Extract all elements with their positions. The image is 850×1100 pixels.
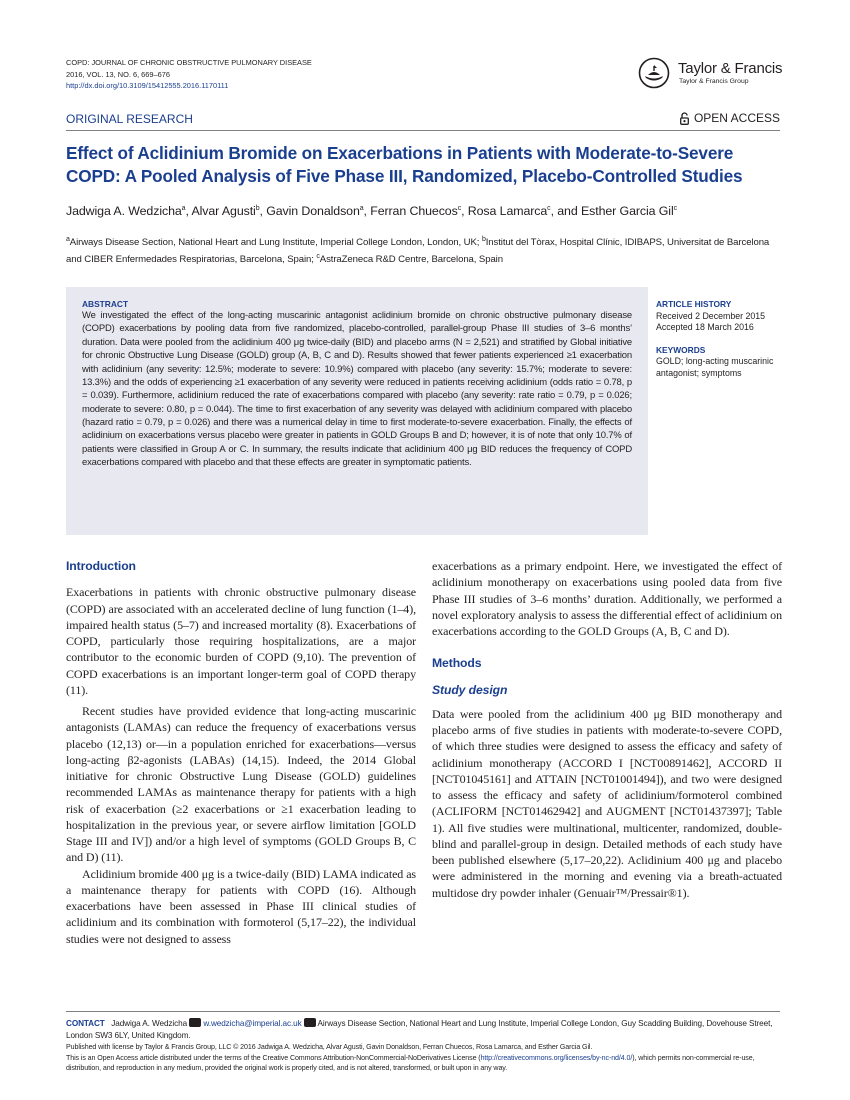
affiliation-mark: a xyxy=(66,236,70,243)
accepted-date: Accepted 18 March 2016 xyxy=(656,322,754,332)
methods-heading: Methods xyxy=(432,656,482,671)
author-separator: , and xyxy=(550,204,581,218)
open-lock-icon xyxy=(680,112,689,125)
publisher-group: Taylor & Francis Group xyxy=(679,78,749,85)
journal-volume: 2016, VOL. 13, NO. 6, 669–676 xyxy=(66,69,170,79)
author-separator: , xyxy=(461,204,468,218)
article-title: Effect of Aclidinium Bromide on Exacerbations in Patients with Moderate-to-Severe COPD: A Pooled Analysis of Five Phase III, Randomized, Placebo-Controlled Studies xyxy=(66,143,743,186)
author-name: Jadwiga A. Wedzicha xyxy=(66,204,182,218)
publisher-emblem-icon xyxy=(638,57,670,89)
abstract-heading: ABSTRACT xyxy=(82,299,129,309)
keywords-heading: KEYWORDS xyxy=(656,344,706,355)
body-paragraph: Data were pooled from the aclidinium 400 μg BID monotherapy and placebo arms of five studies in patients with moderate-to-severe COPD, of which three studies were designed to assess the efficacy and safety of aclidinium monotherapy (ACCORD I [NCT00891462], ACCORD II [NCT01045161] and ATTAIN [NCT01001494]), and two were designed to assess the efficacy and safety of aclidinium/formoterol combined (ACLIFORM [NCT01462942] and AUGMENT [NCT01437397]; Table 1). All five studies were multinational, multicenter, randomized, double-blind and parallel-group in design. Detailed methods of each study have been published elsewhere (5,17–20,22). Aclidinium 400 μg and placebo were administered in the morning and evening via a breath-actuated multidose dry powder inhaler (Genuair™/Pressair®1). xyxy=(432,706,782,900)
header-divider xyxy=(66,130,780,131)
affiliation-text: AstraZeneca R&D Centre, Barcelona, Spain xyxy=(319,253,503,265)
open-access-label: OPEN ACCESS xyxy=(693,111,780,125)
contact-name: Jadwiga A. Wedzicha xyxy=(111,1019,188,1028)
license-block xyxy=(66,1042,782,1074)
affiliation-mark: b xyxy=(481,236,486,243)
abstract-text: We investigated the effect of the long-acting muscarinic antagonist aclidinium bromide on chronic obstructive pulmonary disease (COPD) exacerbations by pooling data from five randomized, placebo-controlled, parallel-group Phase III studies of 3–6 months’ duration. Data were pooled from the aclidinium 400 μg twice-daily (BID) and placebo arms (N = 2,521) and stratified by Global initiative for chronic Obstructive Lung Disease (GOLD) group (A, B, C and D). Results showed that fewer patients experienced ≥1 exacerbation with aclidinium (any severity: 12.5%; moderate to severe: 10.9%) compared with placebo (any severity: 15.7%; moderate to severe: 13.3%) and the odds of experiencing ≥1 exacerbation of any severity were reduced in patients receiving aclidinium (odds ratio = 0.78, p = 0.039). Furthermore, aclidinium reduced the rate of exacerbations compared with placebo (any severity: rate ratio = 0.79, p = 0.026; moderate to severe: 0.80, p = 0.044). The time to first exacerbation of any severity was delayed with aclidinium compared with placebo (hazard ratio = 0.79, p = 0.026) and there was a numerical delay in time to first moderate-to-severe exacerbation. Finally, the effects of aclidinium on exacerbations versus placebo were greater in patients in GOLD Groups B and D; however, it is of note that only 10.7% of patients were classified in Group A or C. In summary, the results indicate that aclidinium 400 μg BID reduces the frequency of COPD exacerbations compared with placebo and that these effects are greater in symptomatic patients. xyxy=(82,310,632,469)
left-column xyxy=(66,558,416,947)
affiliation-mark: c xyxy=(316,252,320,260)
author-name: Ferran Chuecos xyxy=(370,204,458,218)
affiliation-text: Airways Disease Section, National Heart and Lung Institute, Imperial College London, London, UK; xyxy=(69,237,482,249)
body-paragraph: Recent studies have provided evidence that long-acting muscarinic antagonists (LAMAs) can reduce the frequency of exacerbations versus placebo (12,13) or—in a population enriched for exacerbations—versus long-acting β2-agonists (LABAs) (14,15). Indeed, the 2014 Global initiative for chronic Obstructive Lung Disease (GOLD) guidelines recommended LAMAs as maintenance therapy for patients with a high risk of exacerbation (≥2 exacerbations or ≥1 exacerbation leading to hospitalization in the previous year, or severe airflow limitation [GOLD Stage III and IV]) and/or a high level of symptoms (GOLD Groups B, C and D) (11). xyxy=(66,704,416,865)
right-column xyxy=(432,558,782,901)
license-line: Published with license by Taylor & Francis Group, LLC © 2016 Jadwiga A. Wedzicha, Alvar Agusti, Gavin Donaldson, Ferran Chuecos, Rosa Lamarca, and Esther Garcia Gil. xyxy=(66,1043,593,1051)
license-text: This is an Open Access article distributed under the terms of the Creative Commons Attribution-NonCommercial-NoDerivatives License ( xyxy=(66,1053,481,1062)
open-access-badge xyxy=(680,111,780,125)
author-affiliation-mark: b xyxy=(255,204,260,212)
author-list xyxy=(66,204,677,218)
study-design-heading: Study design xyxy=(432,682,508,697)
journal-header xyxy=(66,57,312,92)
author-affiliation-mark: c xyxy=(457,204,462,212)
body-paragraph: Aclidinium bromide 400 μg is a twice-daily (BID) LAMA indicated as a maintenance therapy for patients with COPD (16). Although exacerbations have been assessed in Phase III clinical studies of aclidinium and its combination with formoterol (5,17–22), the individual studies were not designed to assess xyxy=(66,866,416,946)
license-url[interactable]: http://creativecommons.org/licenses/by-nc-nd/4.0/ xyxy=(480,1053,633,1062)
author-separator: , xyxy=(259,204,267,218)
envelope-icon xyxy=(304,1018,316,1027)
body-paragraph: Exacerbations in patients with chronic obstructive pulmonary disease (COPD) are associated with an accelerated decline of lung function (1–4), impaired health status (5–7) and increased mortality (8). Exacerbations of COPD, particularly those requiring hospitalizations, are a major contributor to the economic burden of COPD (9,10). The prevention of COPD exacerbations is an important longer-term goal of COPD therapy (11). xyxy=(66,585,416,697)
article-history-heading: ARTICLE HISTORY xyxy=(656,299,732,309)
affiliations xyxy=(66,233,786,266)
doi-link[interactable]: http://dx.doi.org/10.3109/15412555.2016.1170111 xyxy=(66,81,229,90)
affiliation-text: Institut del Tòrax, Hospital Clínic, IDIBAPS, Universitat de Barcelona and CIBER Enfermedades Respiratorias, Barcelona, Spain; xyxy=(66,237,770,265)
envelope-icon xyxy=(189,1018,201,1027)
received-date: Received 2 December 2015 xyxy=(656,310,766,321)
author-name: Esther Garcia Gil xyxy=(580,204,674,218)
license-line xyxy=(66,1053,782,1074)
author-separator: , xyxy=(363,204,371,218)
publisher-logo xyxy=(638,57,788,93)
author-affiliation-mark: c xyxy=(673,204,678,212)
author-name: Rosa Lamarca xyxy=(467,204,548,218)
author-name: Gavin Donaldson xyxy=(266,204,360,218)
article-sidebar xyxy=(656,299,786,379)
contact-label: CONTACT xyxy=(66,1019,105,1028)
publisher-name: Taylor & Francis xyxy=(678,60,783,77)
author-name: Alvar Agusti xyxy=(191,204,256,218)
contact-email[interactable]: w.wedzicha@imperial.ac.uk xyxy=(203,1019,302,1028)
contact-block xyxy=(66,1018,782,1041)
author-affiliation-mark: c xyxy=(547,204,551,212)
footer-divider xyxy=(66,1011,780,1012)
author-affiliation-mark: a xyxy=(181,204,186,212)
keywords-text: GOLD; long-acting muscarinic antagonist; symptoms xyxy=(656,356,774,378)
author-separator: , xyxy=(185,204,192,218)
contact-address: Airways Disease Section, National Heart and Lung Institute, Imperial College London, Guy Scadding Building, Dovehouse Street, London SW3 6LY, United Kingdom. xyxy=(66,1019,773,1040)
body-paragraph: exacerbations as a primary endpoint. Here, we investigated the effect of aclidinium monotherapy on exacerbations using pooled data from five Phase III studies of 3–6 months’ duration. Additionally, we performed a novel exploratory analysis to assess the differential effect of aclidinium on exacerbations according to the GOLD Groups (A, B, C and D). xyxy=(432,559,782,638)
article-type: ORIGINAL RESEARCH xyxy=(66,112,193,126)
license-text: ), which permits non-commercial re-use, distribution, and reproduction in any medium, provided the original work is properly cited, and is not altered, transformed, or built upon in any way. xyxy=(66,1053,755,1072)
author-affiliation-mark: a xyxy=(359,204,364,212)
journal-name: COPD: JOURNAL OF CHRONIC OBSTRUCTIVE PULMONARY DISEASE xyxy=(66,58,312,67)
introduction-heading: Introduction xyxy=(66,559,136,573)
